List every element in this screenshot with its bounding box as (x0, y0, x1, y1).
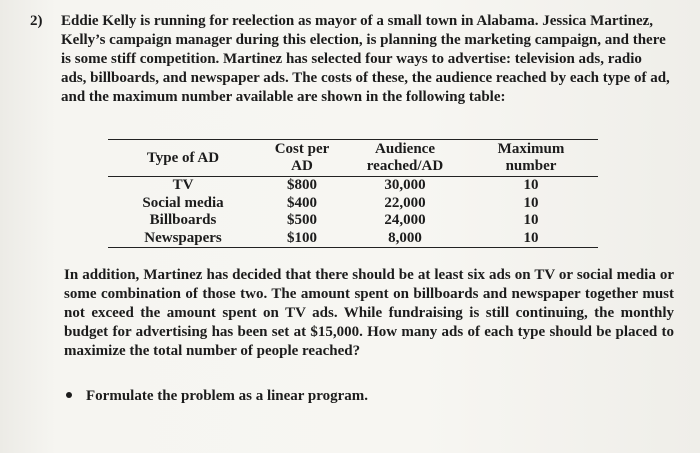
header-cost (258, 140, 346, 177)
cell-max: 10 (464, 230, 598, 248)
cell-max: 10 (523, 194, 539, 211)
table-row (108, 195, 598, 213)
ad-table (108, 139, 598, 248)
problem-number: 2) (30, 13, 43, 29)
header-audience-line1: Audience (375, 141, 435, 157)
cell-type: Newspapers (108, 230, 258, 248)
cell-audience: 8,000 (346, 230, 464, 248)
cell-cost: $400 (287, 194, 317, 211)
table-row (108, 230, 598, 248)
task-bullet-text: Formulate the problem as a linear program. (86, 388, 369, 404)
cell-max: 10 (523, 212, 539, 228)
task-bullet (66, 387, 368, 406)
ad-table-container (108, 139, 598, 248)
bullet-dot-icon (66, 392, 72, 398)
header-max-line1: Maximum (497, 141, 565, 157)
header-max-line2: number (505, 158, 557, 174)
header-cost-line2: AD (291, 158, 313, 174)
cell-type: Billboards (149, 212, 217, 228)
cell-audience: 24,000 (384, 212, 426, 228)
header-audience-line2: reached/AD (366, 158, 444, 174)
header-cost-line1: Cost per (274, 141, 330, 157)
problem-intro (30, 12, 670, 107)
header-max (464, 140, 598, 177)
cell-cost: $500 (287, 212, 317, 228)
table-row (108, 212, 598, 230)
table-header-row (108, 140, 598, 177)
cell-audience: 30,000 (384, 177, 426, 193)
constraints-paragraph: In addition, Martinez has decided that there should be at least six ads on TV or social media or some combination of those two. The amount spent on billboards and newspaper together must not exceed the amount spent on TV ads. While fundraising is still continuing, the monthly budget for advertising has been set at $15,000. How many ads of each type should be placed to maximize the total number of people reached? (64, 267, 674, 359)
cell-cost: $800 (287, 177, 317, 193)
cell-max: 10 (523, 177, 539, 193)
table-row (108, 177, 598, 195)
header-type (108, 140, 258, 177)
cell-type: TV (172, 177, 194, 193)
cell-audience: 22,000 (384, 194, 426, 211)
header-type-label: Type of AD (146, 149, 220, 166)
header-audience (346, 140, 464, 177)
problem-intro-text: Eddie Kelly is running for reelection as mayor of a small town in Alabama. Jessica Martinez, Kelly’s campaign manager during this election, is planning the marketing campaign, and there is some stiff competition. Martinez has selected four ways to advertise: television ads, radio ads, billboards, and newspaper ads. The costs of these, the audience reached by each type of ad, and the maximum number available are shown in the following table: (61, 13, 670, 105)
cell-cost: $100 (258, 230, 346, 248)
cell-type: Social media (142, 194, 224, 211)
